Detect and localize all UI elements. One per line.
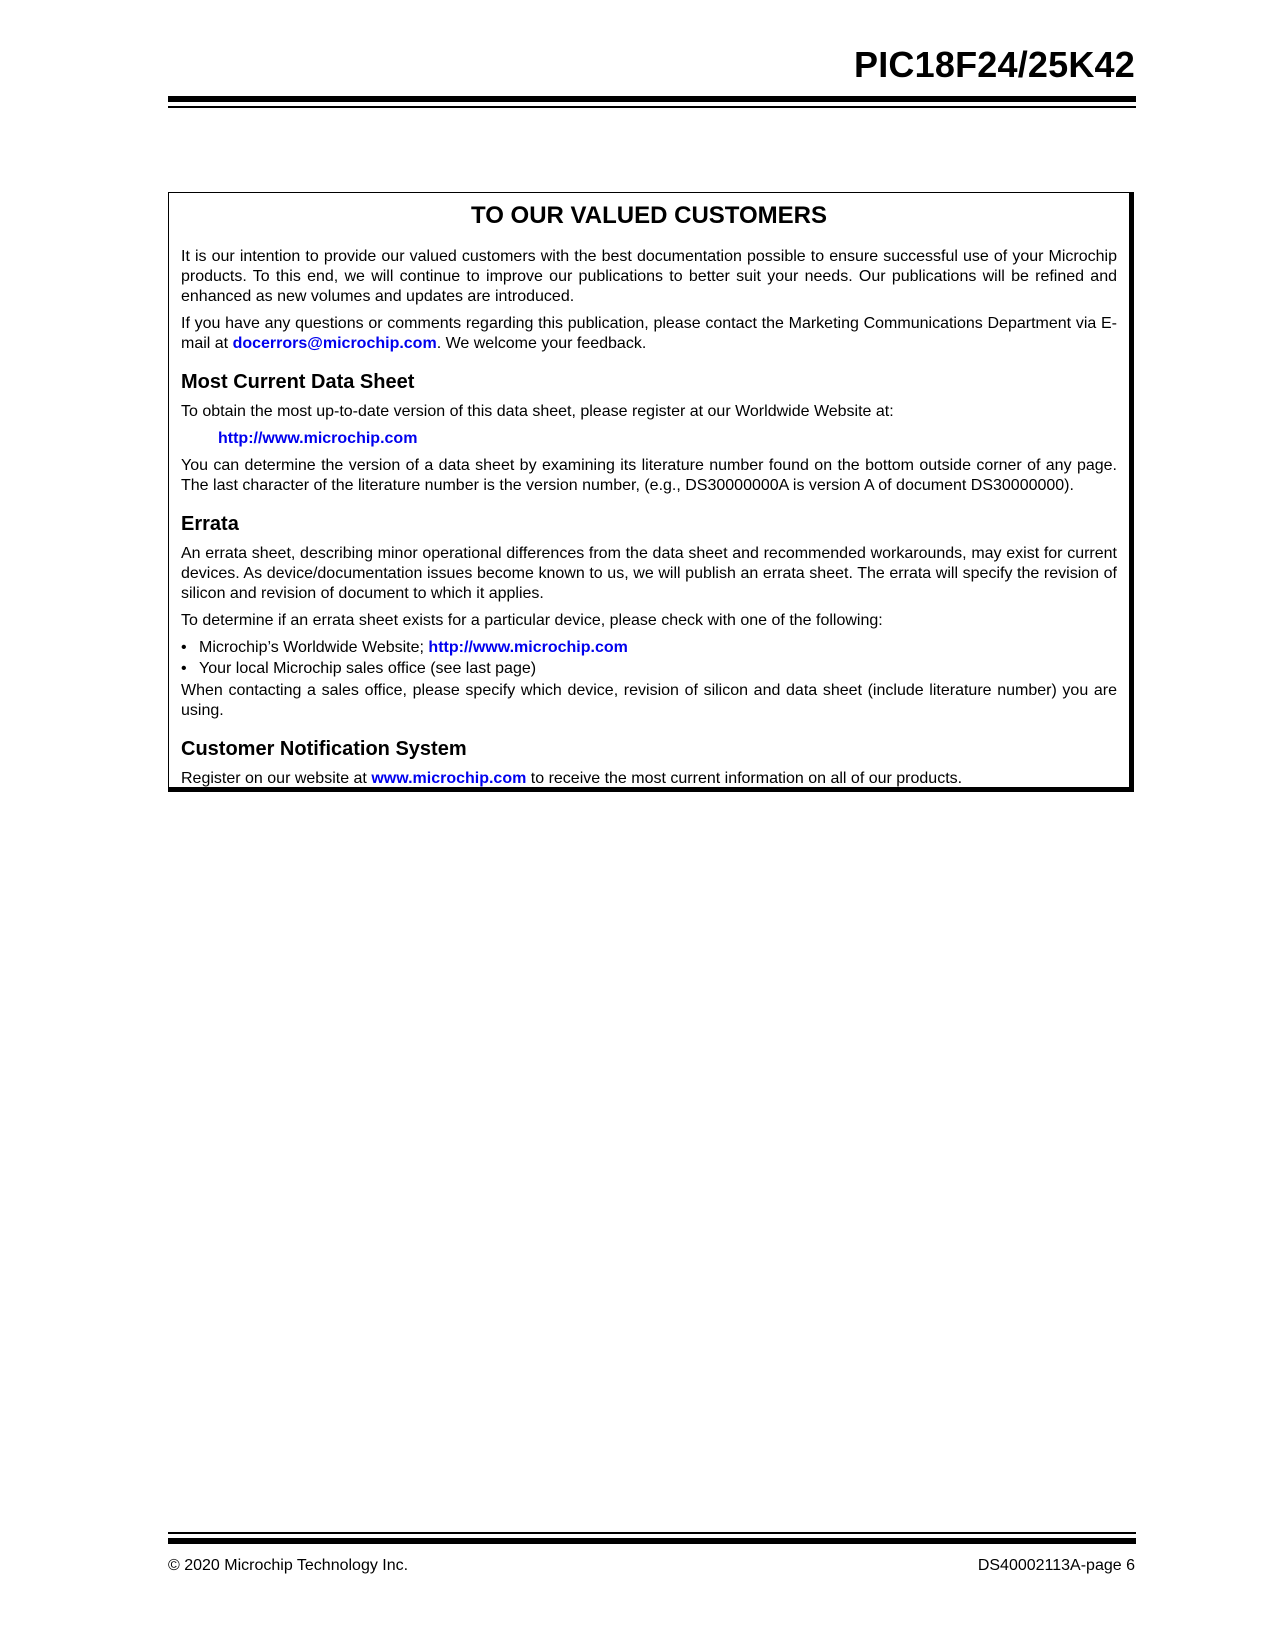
intro-paragraph: It is our intention to provide our valued customers with the best documentation possible to ensure successful use of your Microchip products. To this end, we will continue to improve our publications to better suit your needs. Our publications will be refined and enhanced as new volumes and updates are introduced. [181,248,1117,305]
notification-text-before: Register on our website at [181,770,372,787]
contact-text-before: If you have any questions or comments regarding this publication, please contact the Marketing Communications Department via E-mail at [181,315,1117,352]
list-item [181,659,1117,679]
footer-copyright: © 2020 Microchip Technology Inc. [168,1557,409,1574]
notification-website-link[interactable]: www.microchip.com [371,770,527,787]
section-heading-notification: Customer Notification System [181,738,467,760]
footer-page-id: DS40002113A-page 6 [977,1557,1135,1574]
errata-paragraph-1: An errata sheet, describing minor operational differences from the data sheet and recommended workarounds, may exist for current devices. As device/documentation issues become known to us, we will publish an errata sheet. The errata will specify the revision of silicon and revision of document to which it applies. [181,545,1117,602]
document-title: PIC18F24/25K42 [854,44,1135,85]
bullet-icon: • [181,660,187,677]
contact-paragraph [181,314,1117,354]
section-heading-data-sheet: Most Current Data Sheet [181,371,415,393]
contact-text-after: . We welcome your feedback. [436,335,647,352]
errata-website-link[interactable]: http://www.microchip.com [428,639,628,656]
data-sheet-link-row [218,429,1117,449]
errata-bullet-list [181,638,1117,679]
notification-paragraph [181,769,1117,789]
bullet-text: Your local Microchip sales office (see last page) [199,660,537,677]
header-rule-thin [168,106,1136,108]
data-sheet-website-link[interactable]: http://www.microchip.com [218,430,418,447]
notification-text-after: to receive the most current information on all of our products. [526,770,963,787]
data-sheet-paragraph-2: You can determine the version of a data sheet by examining its literature number found on the bottom outside corner of any page. The last character of the literature number is the version number, (e.g., DS30000000A is version A of document DS30000000). [181,457,1117,494]
section-heading-errata: Errata [181,513,239,535]
footer-rule-thin [168,1532,1136,1534]
bullet-icon: • [181,639,187,656]
customer-notice-box [168,192,1134,792]
header-rule-thick [168,96,1136,102]
footer-rule-thick [168,1538,1136,1544]
errata-paragraph-3: When contacting a sales office, please specify which device, revision of silicon and data sheet (include literature number) you are using. [181,682,1117,719]
notice-title: TO OUR VALUED CUSTOMERS [470,202,828,229]
data-sheet-paragraph-1: To obtain the most up-to-date version of this data sheet, please register at our Worldwide Website at: [181,403,894,420]
contact-email-link[interactable]: docerrors@microchip.com [232,335,437,352]
errata-paragraph-2: To determine if an errata sheet exists for a particular device, please check with one of the following: [181,612,883,629]
list-item [181,638,1117,658]
bullet-text: Microchip’s Worldwide Website; [199,639,429,656]
